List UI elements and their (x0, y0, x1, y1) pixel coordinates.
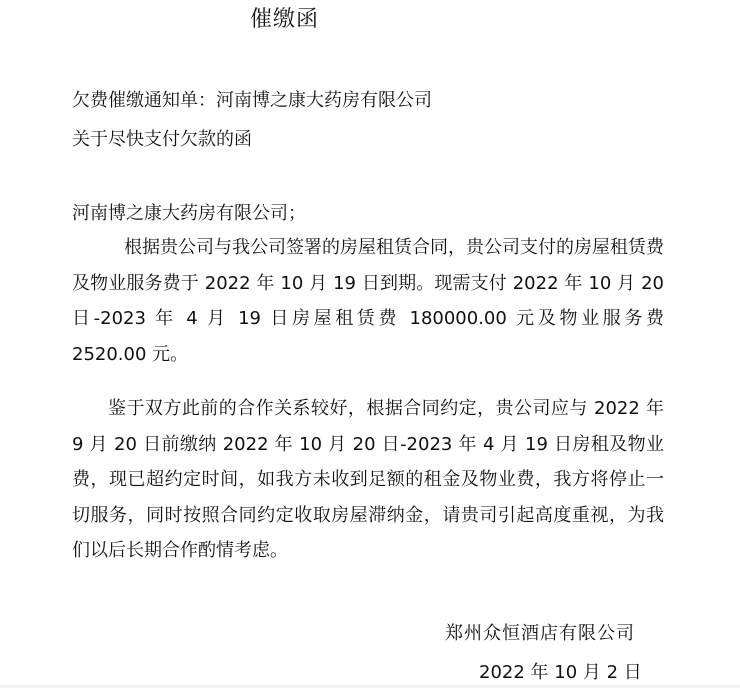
addressee: 河南博之康大药房有限公司； (72, 203, 306, 224)
notice-subject-line: 欠费催缴通知单：河南博之康大药房有限公司 (72, 90, 432, 111)
signer-company: 郑州众恒酒店有限公司 (445, 623, 635, 644)
letter-date: 2022 年 10 月 2 日 (479, 662, 642, 683)
body-paragraph-2: 鉴于双方此前的合作关系较好，根据合同约定，贵公司应与 2022 年 9 月 20 日前缴纳 2022 年 10 月 20 日-2023 年 4 月 19 日房租及物业费，现已超约定时间，如我方未收到足额的租金及物业费，我方将停止一切服务，同时按照合同约定收取房屋滞纳金，请贵司引起高度重视，为我们以后长期合作酌情考虑。 (72, 398, 664, 561)
body-paragraph-1: 根据贵公司与我公司签署的房屋租赁合同，贵公司支付的房屋租赁费及物业服务费于 2022 年 10 月 19 日到期。现需支付 2022 年 10 月 20 日-2023 年 4 月 19 日房屋租赁费 180000.00 元及物业服务费 2520.00 元。 (72, 237, 664, 365)
letter-subject-line: 关于尽快支付欠款的函 (72, 129, 252, 150)
document-title: 催缴函 (250, 7, 320, 32)
